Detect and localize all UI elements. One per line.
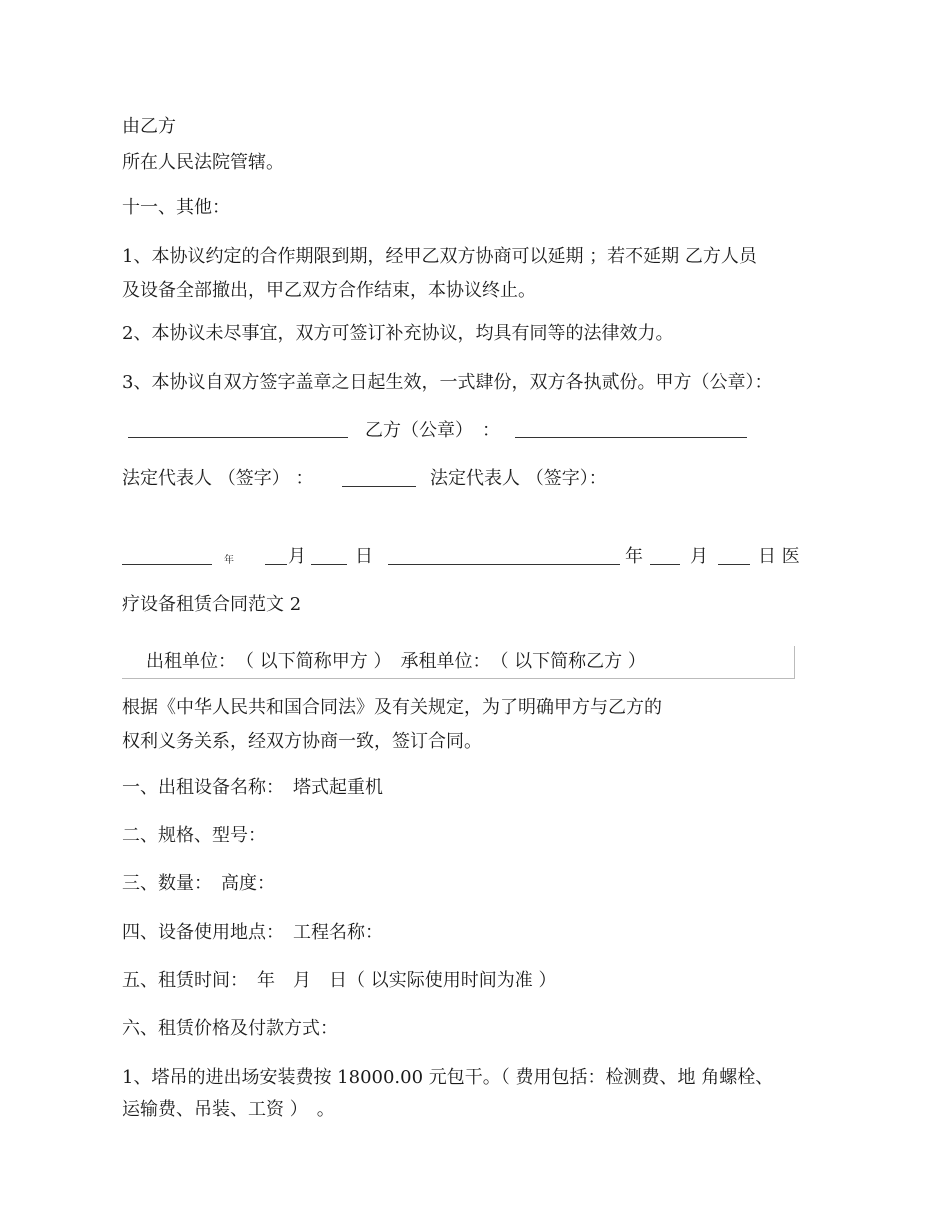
signature-line [515,437,747,438]
text-line: 3、本协议自双方签字盖章之日起生效，一式肆份，双方各执贰份。甲方（公章）： [122,372,773,393]
date-day-label: 日 [355,546,373,567]
date-line [122,564,212,565]
date-line [388,564,620,565]
party-b-seal-label: 乙方（公章） ： [365,420,500,441]
text-line: 根据《中华人民共和国合同法》及有关规定，为了明确甲方与乙方的 [122,697,662,718]
date2-day-label: 日 医 [758,546,800,567]
document-title: 疗设备租赁合同范文 2 [122,594,302,615]
rep-b-label: 法定代表人 （签字）： [430,468,607,489]
text-line: 2、本协议未尽事宜，双方可签订补充协议，均具有同等的法律效力。 [122,323,674,344]
date-line [650,564,680,565]
date2-year-label: 年 [625,546,643,567]
clause-line: 六、租赁价格及付款方式： [122,1018,338,1039]
clause-line: 五、租赁时间： 年 月 日（ 以实际使用时间为准 ） [122,970,557,991]
date-line [718,564,750,565]
text-line: 所在人民法院管辖。 [122,152,284,173]
clause-line: 二、规格、型号： [122,825,266,846]
clause-line: 三、数量： 高度： [122,873,275,894]
parties-text: 出租单位： （ 以下简称甲方 ） 承租单位： （ 以下简称乙方 ） [146,651,646,672]
text-line: 及设备全部撤出，甲乙双方合作结束，本协议终止。 [122,280,536,301]
date-month-label: 月 [288,546,306,567]
clause-line: 四、设备使用地点： 工程名称： [122,922,383,943]
date2-month-label: 月 [690,546,708,567]
text-line: 1、本协议约定的合作期限到期，经甲乙双方协商可以延期 ；若不延期 乙方人员 [122,246,757,267]
parties-box [122,646,795,679]
signature-line [128,437,348,438]
date-year-label: 年 [224,555,234,566]
date-line [265,564,287,565]
rep-a-label: 法定代表人 （签字） ： [122,468,314,489]
section-heading: 十一、其他： [122,197,230,218]
text-line: 由乙方 [122,116,176,137]
clause-line: 运输费、吊装、工资 ） 。 [122,1099,335,1120]
clause-line: 一、出租设备名称： 塔式起重机 [122,777,383,798]
date-line [311,564,347,565]
clause-line: 1、塔吊的进出场安装费按 18000.00 元包干。（ 费用包括：检测费、地 角螺栓、 [122,1067,774,1088]
text-line: 权利义务关系，经双方协商一致，签订合同。 [122,731,482,752]
signature-line [342,486,416,487]
